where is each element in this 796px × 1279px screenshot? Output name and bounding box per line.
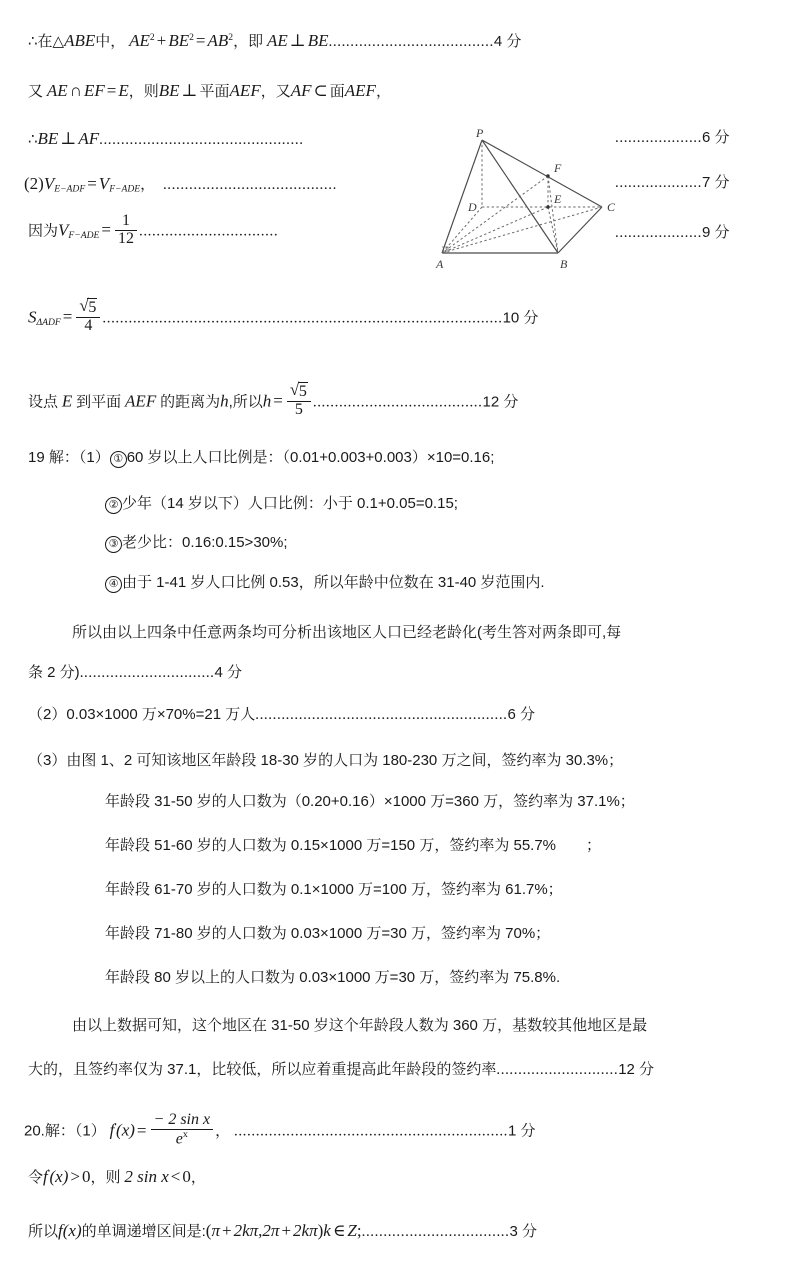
q18-line1-ab: AB: [207, 31, 229, 50]
q18-line7-equals: =: [273, 391, 283, 411]
q18-line-6: [28, 298, 538, 335]
q18-line7-aef: AEF: [125, 391, 157, 411]
q18-line6-s-sub: ΔADF: [36, 316, 61, 328]
q18-line2-be: BE: [158, 81, 180, 100]
figure-label-P: P: [476, 128, 484, 140]
q20-line1-equals: =: [136, 1120, 147, 1140]
q20-line2-lt: <: [170, 1167, 181, 1186]
q18-line6-s: S: [28, 307, 37, 327]
q18-line2-aef2: AEF: [344, 81, 376, 100]
q20-line3-k: k: [323, 1221, 331, 1240]
q20-line1-prime: ': [114, 1121, 117, 1133]
q18-line2-ef: EF: [83, 81, 105, 100]
q18-line3-be: BE: [37, 129, 59, 148]
q18-line5-equals: =: [101, 220, 111, 240]
figure-label-D: D: [468, 200, 477, 214]
q20-line3-z: Z: [347, 1221, 357, 1240]
figure-label-B: B: [560, 257, 568, 271]
figure-svg: [430, 128, 616, 273]
q19-conclusion-score: 12 分: [618, 1061, 655, 1078]
q20-line2-comma2: ，: [190, 1169, 206, 1186]
q20-line3-semicolon: ;: [356, 1221, 362, 1240]
q19-para1-line1: [72, 625, 621, 641]
q18-line2-e: E: [118, 81, 129, 100]
figure-label-A: A: [436, 257, 444, 271]
q18-line7-p4: ,所以: [228, 393, 263, 411]
q18-line2-comma3: ，: [375, 83, 391, 100]
q18-line6-frac-denominator: 4: [76, 317, 100, 335]
q19-para1-leader: ...............................: [79, 665, 215, 681]
q18-line2-pingmian: 平面: [199, 83, 230, 100]
q18-line1-score: 4 分: [493, 33, 522, 50]
q18-line1-concl-ae: AE: [266, 31, 288, 50]
q19-conclusion-text-b: 大的，且签约率仅为 37.1，比较低，所以应着重提高此年龄段的签约率: [28, 1061, 497, 1078]
q18-line4-comma: ，: [140, 176, 156, 193]
q18-line7-radicand: 5: [298, 383, 307, 400]
q19-item3-text: 老少比：0.16:0.15>30%;: [122, 534, 288, 551]
q20-line2-zero2: 0: [182, 1167, 191, 1186]
q20-line-2: [28, 1168, 206, 1186]
q20-line1-frac-den-base: e: [175, 1130, 183, 1148]
q18-line3-af: AF: [78, 129, 100, 148]
q18-line3-leader-right: ....................: [615, 130, 702, 146]
q18-line5-v: V: [58, 220, 69, 240]
q18-line-5: [28, 213, 278, 248]
q19-conclusion-leader: ............................: [496, 1062, 619, 1078]
q20-line1-frac-denominator: [151, 1129, 214, 1148]
q20-line3-pi1: π: [211, 1221, 220, 1240]
q20-line3-interval-open: (: [205, 1221, 212, 1240]
q19-part3-lead-text: （3）由图 1、2 可知该地区年龄段 18-30 岁的人口为 180-230 万之间，签约率为 30.3%；: [28, 752, 624, 769]
q18-line1-concl-be: BE: [307, 31, 329, 50]
q20-line3-in-icon: ∈: [332, 1221, 346, 1240]
q18-line2-you: 又: [28, 83, 44, 100]
q20-line2-prime: ': [47, 1167, 50, 1179]
q18-line1-ae: AE: [129, 31, 150, 50]
q19-para1-line2: [28, 665, 242, 681]
figure-hidden-edges: [442, 140, 602, 253]
q18-line2-ae: AE: [46, 81, 68, 100]
q20-line3-arg: (x): [62, 1221, 82, 1240]
q20-line1-fraction: [151, 1112, 214, 1148]
q20-line3-plus2: +: [281, 1221, 292, 1240]
q18-line1-zhong: 中，: [95, 33, 126, 50]
q19-part2-label: （2）: [28, 706, 67, 723]
q19-part3-lead: [28, 753, 623, 769]
q18-line6-equals: =: [62, 307, 73, 327]
q20-line2-comma1: ，: [90, 1169, 106, 1186]
q18-line7-score: 12 分: [482, 393, 519, 411]
q20-line1-score: 1 分: [508, 1122, 536, 1140]
q18-line4-label: (2): [24, 174, 44, 193]
q20-line3-comma: ,: [258, 1221, 263, 1240]
q20-line2-arg: (x): [49, 1167, 69, 1186]
q18-line1-equals: =: [195, 31, 206, 50]
q19-part2-leader: ..........................................................: [255, 707, 508, 723]
q20-line3-2pi: 2π: [262, 1221, 280, 1240]
q19-part3-row-0-text: 年龄段 31-50 岁的人口数为（0.20+0.16）×1000 万=360 万，签约率为 37.1%；: [105, 793, 635, 810]
q20-line3-2kpi-2: 2kπ: [293, 1221, 318, 1240]
q18-line5-yinwei: 因为: [28, 222, 59, 240]
q18-line6-radicand: 5: [88, 299, 97, 316]
q18-line2-mian: 面: [329, 83, 345, 100]
q18-line1-ji: 即: [248, 33, 264, 50]
q18-line7-e: E: [61, 391, 73, 411]
q19-item-2: [105, 496, 458, 514]
q18-line2-comma1: ，: [128, 83, 144, 100]
q19-part3-row-3-text: 年龄段 71-80 岁的人口数为 0.03×1000 万=30 万，签约率为 70%；: [105, 925, 551, 942]
sqrt-icon: [79, 298, 97, 317]
q20-line3-plus: +: [222, 1221, 232, 1240]
q18-line2-you2: 又: [275, 83, 291, 100]
q19-part3-row-4: [105, 970, 560, 986]
q18-line3-leader: ...............................................: [99, 132, 304, 148]
q19-part2-text: 0.03×1000 万×70%=21 万人: [66, 706, 256, 723]
q18-line5-v-sub: F−ADE: [68, 229, 100, 241]
q18-line4-v2: V: [98, 174, 110, 193]
sqrt-icon: [290, 382, 308, 401]
q19-item4-text: 由于 1-41 岁人口比例 0.53，所以年龄中位数在 31-40 岁范围内.: [122, 574, 545, 591]
q18-line1-be: BE: [168, 31, 190, 50]
q18-line7-frac-denominator: 5: [287, 401, 311, 419]
q18-line6-frac-numerator: [76, 298, 100, 317]
q18-line2-ze: 则: [143, 83, 159, 100]
q20-line1-f: f: [109, 1120, 115, 1140]
q18-line2-perp-icon: ⊥: [181, 81, 198, 100]
q19-item2-text: 少年（14 岁以下）人口比例：小于 0.1+0.05=0.15;: [122, 495, 458, 512]
q19-item1-text: 60 岁以上人口比例是：（0.01+0.003+0.003）×10=0.16;: [126, 449, 495, 466]
q18-line5-fraction: [115, 213, 137, 248]
q20-line2-ze: 则: [105, 1169, 121, 1186]
q19-para1-text-b: 条 2 分): [28, 664, 80, 681]
q18-line-4: [24, 175, 337, 194]
q19-head: 19 解：（1）: [28, 449, 110, 466]
q20-line3-score: 3 分: [509, 1223, 538, 1240]
q18-line7-p3: 的距离为: [160, 393, 221, 411]
q19-conclusion-line1: [72, 1018, 647, 1034]
q18-line3-perp-icon: ⊥: [60, 129, 77, 148]
q19-conclusion-text-a: 由以上数据可知，这个地区在 31-50 岁这个年龄段人数为 360 万，基数较其他地区是最: [72, 1017, 648, 1034]
q19-head-line: [28, 450, 494, 468]
q18-line1-leader: ......................................: [328, 34, 494, 50]
q18-line4-leader: ........................................: [162, 177, 337, 193]
q18-line4-v1-sub: E−ADF: [54, 183, 86, 195]
q18-line1-prefix: ∴在△: [28, 33, 65, 50]
q20-line2-f: f: [43, 1167, 48, 1186]
q19-item4-number: ④: [105, 576, 122, 593]
q20-line1-frac-numerator: − 2 sin x: [153, 1111, 211, 1128]
q18-line4-v1: V: [43, 174, 55, 193]
q18-line2-af: AF: [290, 81, 312, 100]
q18-line7-h: h: [220, 391, 229, 411]
q18-line7-leader: .......................................: [312, 394, 483, 411]
q18-line-3-score-group: [615, 130, 730, 146]
q20-line2-expr: 2 sin x: [124, 1167, 169, 1186]
q18-line5-frac-denominator: 12: [115, 230, 137, 248]
q18-line-5-score-group: [615, 225, 730, 241]
q18-line2-aef: AEF: [229, 81, 261, 100]
q18-line2-eq: =: [106, 81, 117, 100]
q18-line7-h2: h: [262, 391, 272, 411]
q18-line-7: [28, 382, 518, 419]
q19-item2-number: ②: [105, 497, 122, 514]
q20-line3-f: f: [58, 1221, 63, 1240]
figure-label-F: F: [554, 161, 562, 175]
q20-line-3: [28, 1222, 537, 1240]
q20-line3-p1: 所以: [28, 1223, 59, 1240]
q20-line-1: [24, 1112, 536, 1148]
q20-line1-leader: ...............................................................: [233, 1123, 509, 1140]
q18-line6-fraction: [76, 298, 100, 335]
q18-line2-cap-icon: ∩: [69, 81, 82, 100]
q18-line1-perp-icon: ⊥: [289, 31, 306, 50]
q18-line1-plus: +: [156, 31, 167, 50]
q20-line1-frac-den-exp: x: [182, 1128, 188, 1140]
q18-line3-score: 6 分: [702, 129, 730, 146]
q18-line-2: [28, 82, 391, 100]
q20-line3-p2: 的单调递增区间是:: [81, 1223, 206, 1240]
q19-part3-row-3: [105, 926, 550, 942]
q19-item1-number: ①: [110, 451, 127, 468]
q18-line4-score: 7 分: [702, 174, 730, 191]
figure-label-C: C: [607, 200, 616, 214]
q19-part3-row-0: [105, 794, 635, 810]
q20-line1-comma: ，: [215, 1122, 231, 1140]
q18-line1-ab-exp: 2: [228, 31, 234, 43]
q18-line7-fraction: [287, 382, 311, 419]
q18-line4-leader-right: ....................: [615, 175, 702, 191]
q20-line3-leader: ..................................: [361, 1224, 510, 1240]
q18-line1-comma: ，: [233, 33, 249, 50]
q18-line1-be-exp: 2: [189, 31, 194, 43]
q18-line5-leader: ................................: [138, 223, 279, 240]
q18-line5-leader-right: ....................: [615, 225, 702, 241]
q18-line2-comma2: ，: [260, 83, 276, 100]
q19-item-4: [105, 575, 545, 593]
q18-line1-triangle: ABE: [64, 31, 96, 50]
q18-line1-ae-exp: 2: [149, 31, 155, 43]
q20-line2-ling: 令: [28, 1169, 44, 1186]
q19-para1-text-a: 所以由以上四条中任意两条均可分析出该地区人口已经老龄化(考生答对两条即可,每: [72, 624, 622, 641]
q18-line-1: [28, 32, 521, 50]
q19-part2-score: 6 分: [507, 706, 536, 723]
q20-line1-arg: (x): [116, 1120, 135, 1140]
q19-part3-row-1-text: 年龄段 51-60 岁的人口数为 0.15×1000 万=150 万，签约率为 55.7% ；: [105, 837, 602, 854]
q19-conclusion-line2: [28, 1062, 654, 1078]
q18-line7-p1: 设点: [28, 393, 59, 411]
q18-line-4-score-group: [615, 175, 730, 191]
q19-part3-row-2-text: 年龄段 61-70 岁的人口数为 0.1×1000 万=100 万，签约率为 61.7%；: [105, 881, 563, 898]
q18-line3-prefix: ∴: [28, 131, 38, 148]
q20-line2-zero: 0: [81, 1167, 91, 1186]
q18-line6-leader: ............................................................................................: [102, 310, 503, 327]
q18-line7-frac-numerator: [287, 382, 311, 401]
q18-line2-subset-icon: ⊂: [313, 81, 328, 100]
q19-part3-row-1: [105, 838, 601, 854]
q18-line5-frac-numerator: 1: [121, 212, 130, 229]
solid-geometry-figure: [430, 128, 616, 273]
q18-line4-equals: =: [87, 174, 97, 193]
q18-line7-p2: 到平面: [76, 393, 122, 411]
q20-head: 20.解：（1）: [24, 1122, 106, 1140]
q18-line4-v2-sub: F−ADE: [109, 183, 141, 195]
q19-item3-number: ③: [105, 536, 122, 553]
q19-part3-row-2: [105, 882, 563, 898]
q19-item-3: [105, 535, 288, 553]
figure-label-E: E: [554, 192, 562, 206]
q19-part2-line: [28, 707, 535, 723]
q19-part3-row-4-text: 年龄段 80 岁以上的人口数为 0.03×1000 万=30 万，签约率为 75.8%.: [105, 969, 561, 986]
q20-line3-interval-close: ): [317, 1221, 324, 1240]
q20-line3-2kpi-1: 2kπ: [233, 1221, 259, 1240]
q18-line6-score: 10 分: [502, 309, 539, 327]
q19-para1-score: 4 分: [214, 664, 243, 681]
q20-line2-gt: >: [70, 1167, 80, 1186]
q18-line-3: [28, 130, 304, 148]
q18-line5-score: 9 分: [702, 224, 730, 241]
